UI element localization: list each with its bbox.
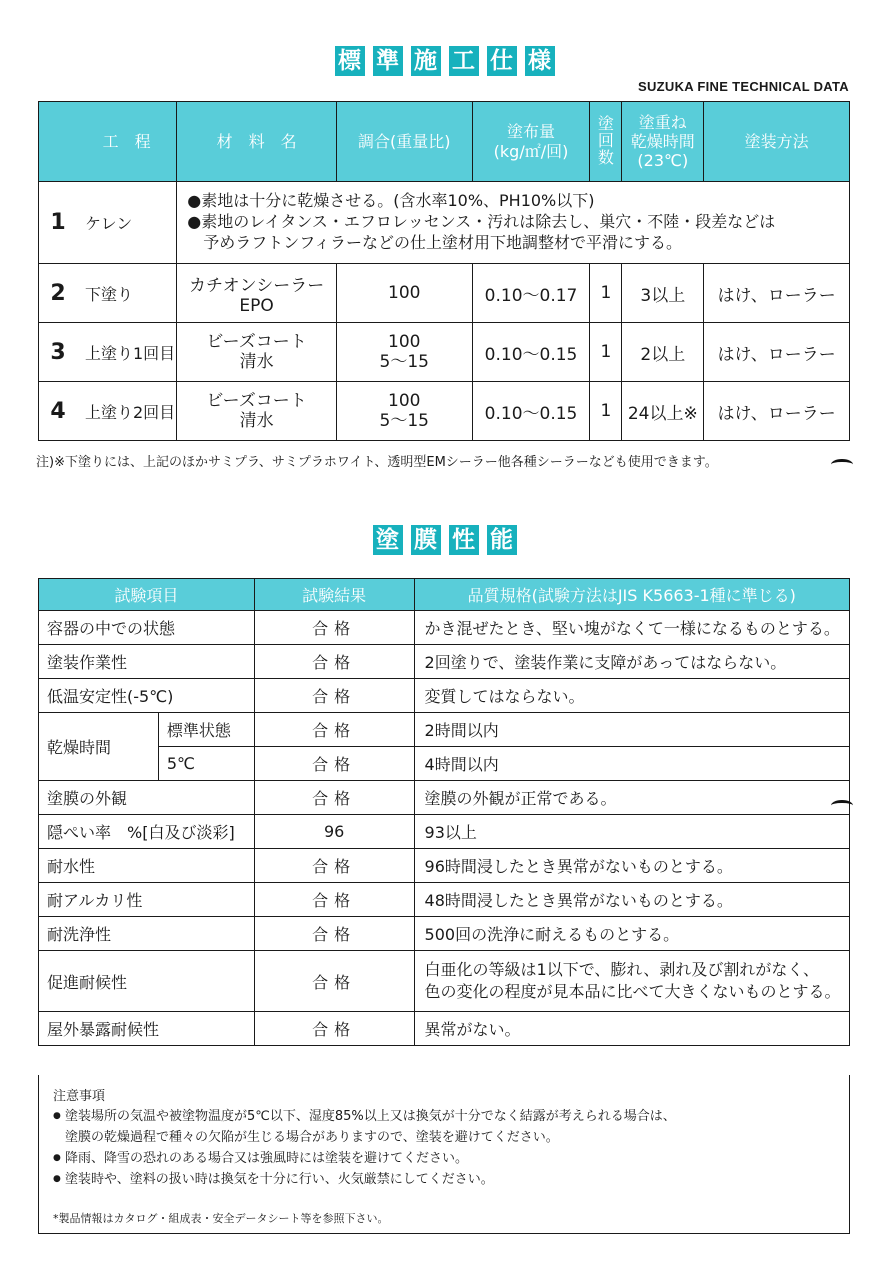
spec-footnote: 注)※下塗りには、上記のほかサミプラ、サミプラホワイト、透明型EMシーラー他各種シーラーなども使用できます。 [36,455,718,470]
title-char: 仕 [487,46,517,76]
step-mix: 100 5～15 [336,382,472,441]
step-coats: 1 [590,323,622,382]
step-number: 3 [39,323,77,382]
test-standard: 2回塗りで、塗装作業に支障があってはならない。 [414,645,849,679]
header-test-item: 試験項目 [39,579,255,611]
test-result: 合格 [254,917,414,951]
test-item: 隠ぺい率 %[白及び淡彩] [39,815,255,849]
test-result: 合格 [254,645,414,679]
test-item: 促進耐候性 [39,951,255,1012]
test-standard: 48時間浸したとき異常がないものとする。 [414,883,849,917]
perf-row [39,713,850,747]
test-standard: 変質してはならない。 [414,679,849,713]
perf-row [39,951,850,1012]
test-item: 容器の中での状態 [39,611,255,645]
step-mix: 100 5～15 [336,323,472,382]
test-item: 低温安定性(-5℃) [39,679,255,713]
test-result: 合格 [254,781,414,815]
perf-row [39,849,850,883]
spec-row-2 [39,264,850,323]
construction-spec-table [38,101,850,441]
test-item: 耐水性 [39,849,255,883]
test-standard: 塗膜の外観が正常である。 [414,781,849,815]
spec-row-1 [39,182,850,264]
test-result: 合格 [254,951,414,1012]
test-item: 耐洗浄性 [39,917,255,951]
header-material: 材 料 名 [177,102,337,182]
step-coverage: 0.10～0.17 [472,264,590,323]
header-interval: 塗重ね 乾燥時間 (23℃) [622,102,704,182]
perf-row [39,1012,850,1046]
test-result: 合格 [254,849,414,883]
standard-construction-title [0,46,889,76]
test-result: 合格 [254,883,414,917]
test-standard: 4時間以内 [414,747,849,781]
spec-header-row [39,102,850,182]
reference-note: *製品情報はカタログ・組成表・安全データシート等を参照下さい。 [53,1212,389,1225]
notes-list [53,1106,833,1190]
note-item: ● 降雨、降雪の恐れのある場合又は強風時には塗装を避けてください。 [53,1148,833,1169]
header-coverage: 塗布量 (kg/㎡/回) [472,102,590,182]
step-process: 上塗り1回目 [77,323,177,382]
header-standard: 品質規格(試験方法はJIS K5663-1種に準じる) [414,579,849,611]
step-number: 1 [39,182,77,264]
test-standard: 93以上 [414,815,849,849]
step-process: ケレン [77,182,177,264]
step-process: 下塗り [77,264,177,323]
header-method: 塗装方法 [704,102,850,182]
spec-row-3 [39,323,850,382]
notes-heading: 注意事項 [53,1089,106,1104]
step-interval: 2以上 [622,323,704,382]
test-standard: 異常がない。 [414,1012,849,1046]
step-coats: 1 [590,382,622,441]
note-item: ● 塗装場所の気温や被塗物温度が5℃以下、湿度85%以上又は換気が十分でなく結露が考えられる場合は、 塗膜の乾燥過程で種々の欠陥が生じる場合がありますので、塗装を避けてください。 [53,1106,833,1148]
header-mix: 調合(重量比) [336,102,472,182]
step-method: はけ、ローラー [704,382,850,441]
title-char: 工 [449,46,479,76]
step-coverage: 0.10～0.15 [472,323,590,382]
header-process: 工 程 [77,102,177,182]
step-method: はけ、ローラー [704,264,850,323]
caution-notes [38,1075,850,1234]
step-method: はけ、ローラー [704,323,850,382]
test-item: 塗装作業性 [39,645,255,679]
step-coats: 1 [590,264,622,323]
test-item: 塗膜の外観 [39,781,255,815]
step-material: ビーズコート 清水 [177,382,337,441]
brand-label: SUZUKA FINE TECHNICAL DATA [638,79,849,94]
step-material: カチオンシーラーEPO [177,264,337,323]
title-char: 塗 [373,525,403,555]
title-char: 施 [411,46,441,76]
test-standard: 96時間浸したとき異常がないものとする。 [414,849,849,883]
test-result: 合格 [254,1012,414,1046]
step-material: ビーズコート 清水 [177,323,337,382]
step-number: 2 [39,264,77,323]
step-process: 上塗り2回目 [77,382,177,441]
perf-row [39,815,850,849]
step-coverage: 0.10～0.15 [472,382,590,441]
perf-header-row [39,579,850,611]
test-standard: かき混ぜたとき、堅い塊がなくて一様になるものとする。 [414,611,849,645]
test-item: 耐アルカリ性 [39,883,255,917]
test-standard: 2時間以内 [414,713,849,747]
step-interval: 3以上 [622,264,704,323]
step-interval: 24以上※ [622,382,704,441]
header-coats: 塗 回 数 [590,102,622,182]
perf-row [39,883,850,917]
title-char: 標 [335,46,365,76]
perf-row [39,645,850,679]
step-mix: 100 [336,264,472,323]
step-number: 4 [39,382,77,441]
header-blank [39,102,77,182]
test-standard: 500回の洗浄に耐えるものとする。 [414,917,849,951]
test-result: 合格 [254,611,414,645]
test-result: 96 [254,815,414,849]
test-result: 合格 [254,713,414,747]
perf-row [39,679,850,713]
test-result: 合格 [254,747,414,781]
perf-row [39,611,850,645]
step-note: ●素地は十分に乾燥させる。(含水率10%、PH10%以下) ●素地のレイタンス・エフロレッセンス・汚れは除去し、巣穴・不陸・段差などは 予めラフトンフィラーなどの仕上塗材用下地調整材で平滑にする。 [177,182,850,264]
test-subitem: 5℃ [158,747,254,781]
performance-table [38,578,850,1046]
perf-row [39,747,850,781]
perf-row [39,781,850,815]
film-performance-title [0,525,889,555]
title-char: 様 [525,46,555,76]
test-result: 合格 [254,679,414,713]
page-corner-mark [831,459,853,470]
header-result: 試験結果 [254,579,414,611]
title-char: 性 [449,525,479,555]
title-char: 能 [487,525,517,555]
test-item: 屋外暴露耐候性 [39,1012,255,1046]
spec-row-4 [39,382,850,441]
test-subitem: 標準状態 [158,713,254,747]
page-corner-mark [831,800,853,811]
perf-row [39,917,850,951]
title-char: 準 [373,46,403,76]
test-standard: 白亜化の等級は1以下で、膨れ、剥れ及び割れがなく、 色の変化の程度が見本品に比べて大きくないものとする。 [414,951,849,1012]
title-char: 膜 [411,525,441,555]
note-item: ● 塗装時や、塗料の扱い時は換気を十分に行い、火気厳禁にしてください。 [53,1169,833,1190]
test-item: 乾燥時間 [39,713,159,781]
